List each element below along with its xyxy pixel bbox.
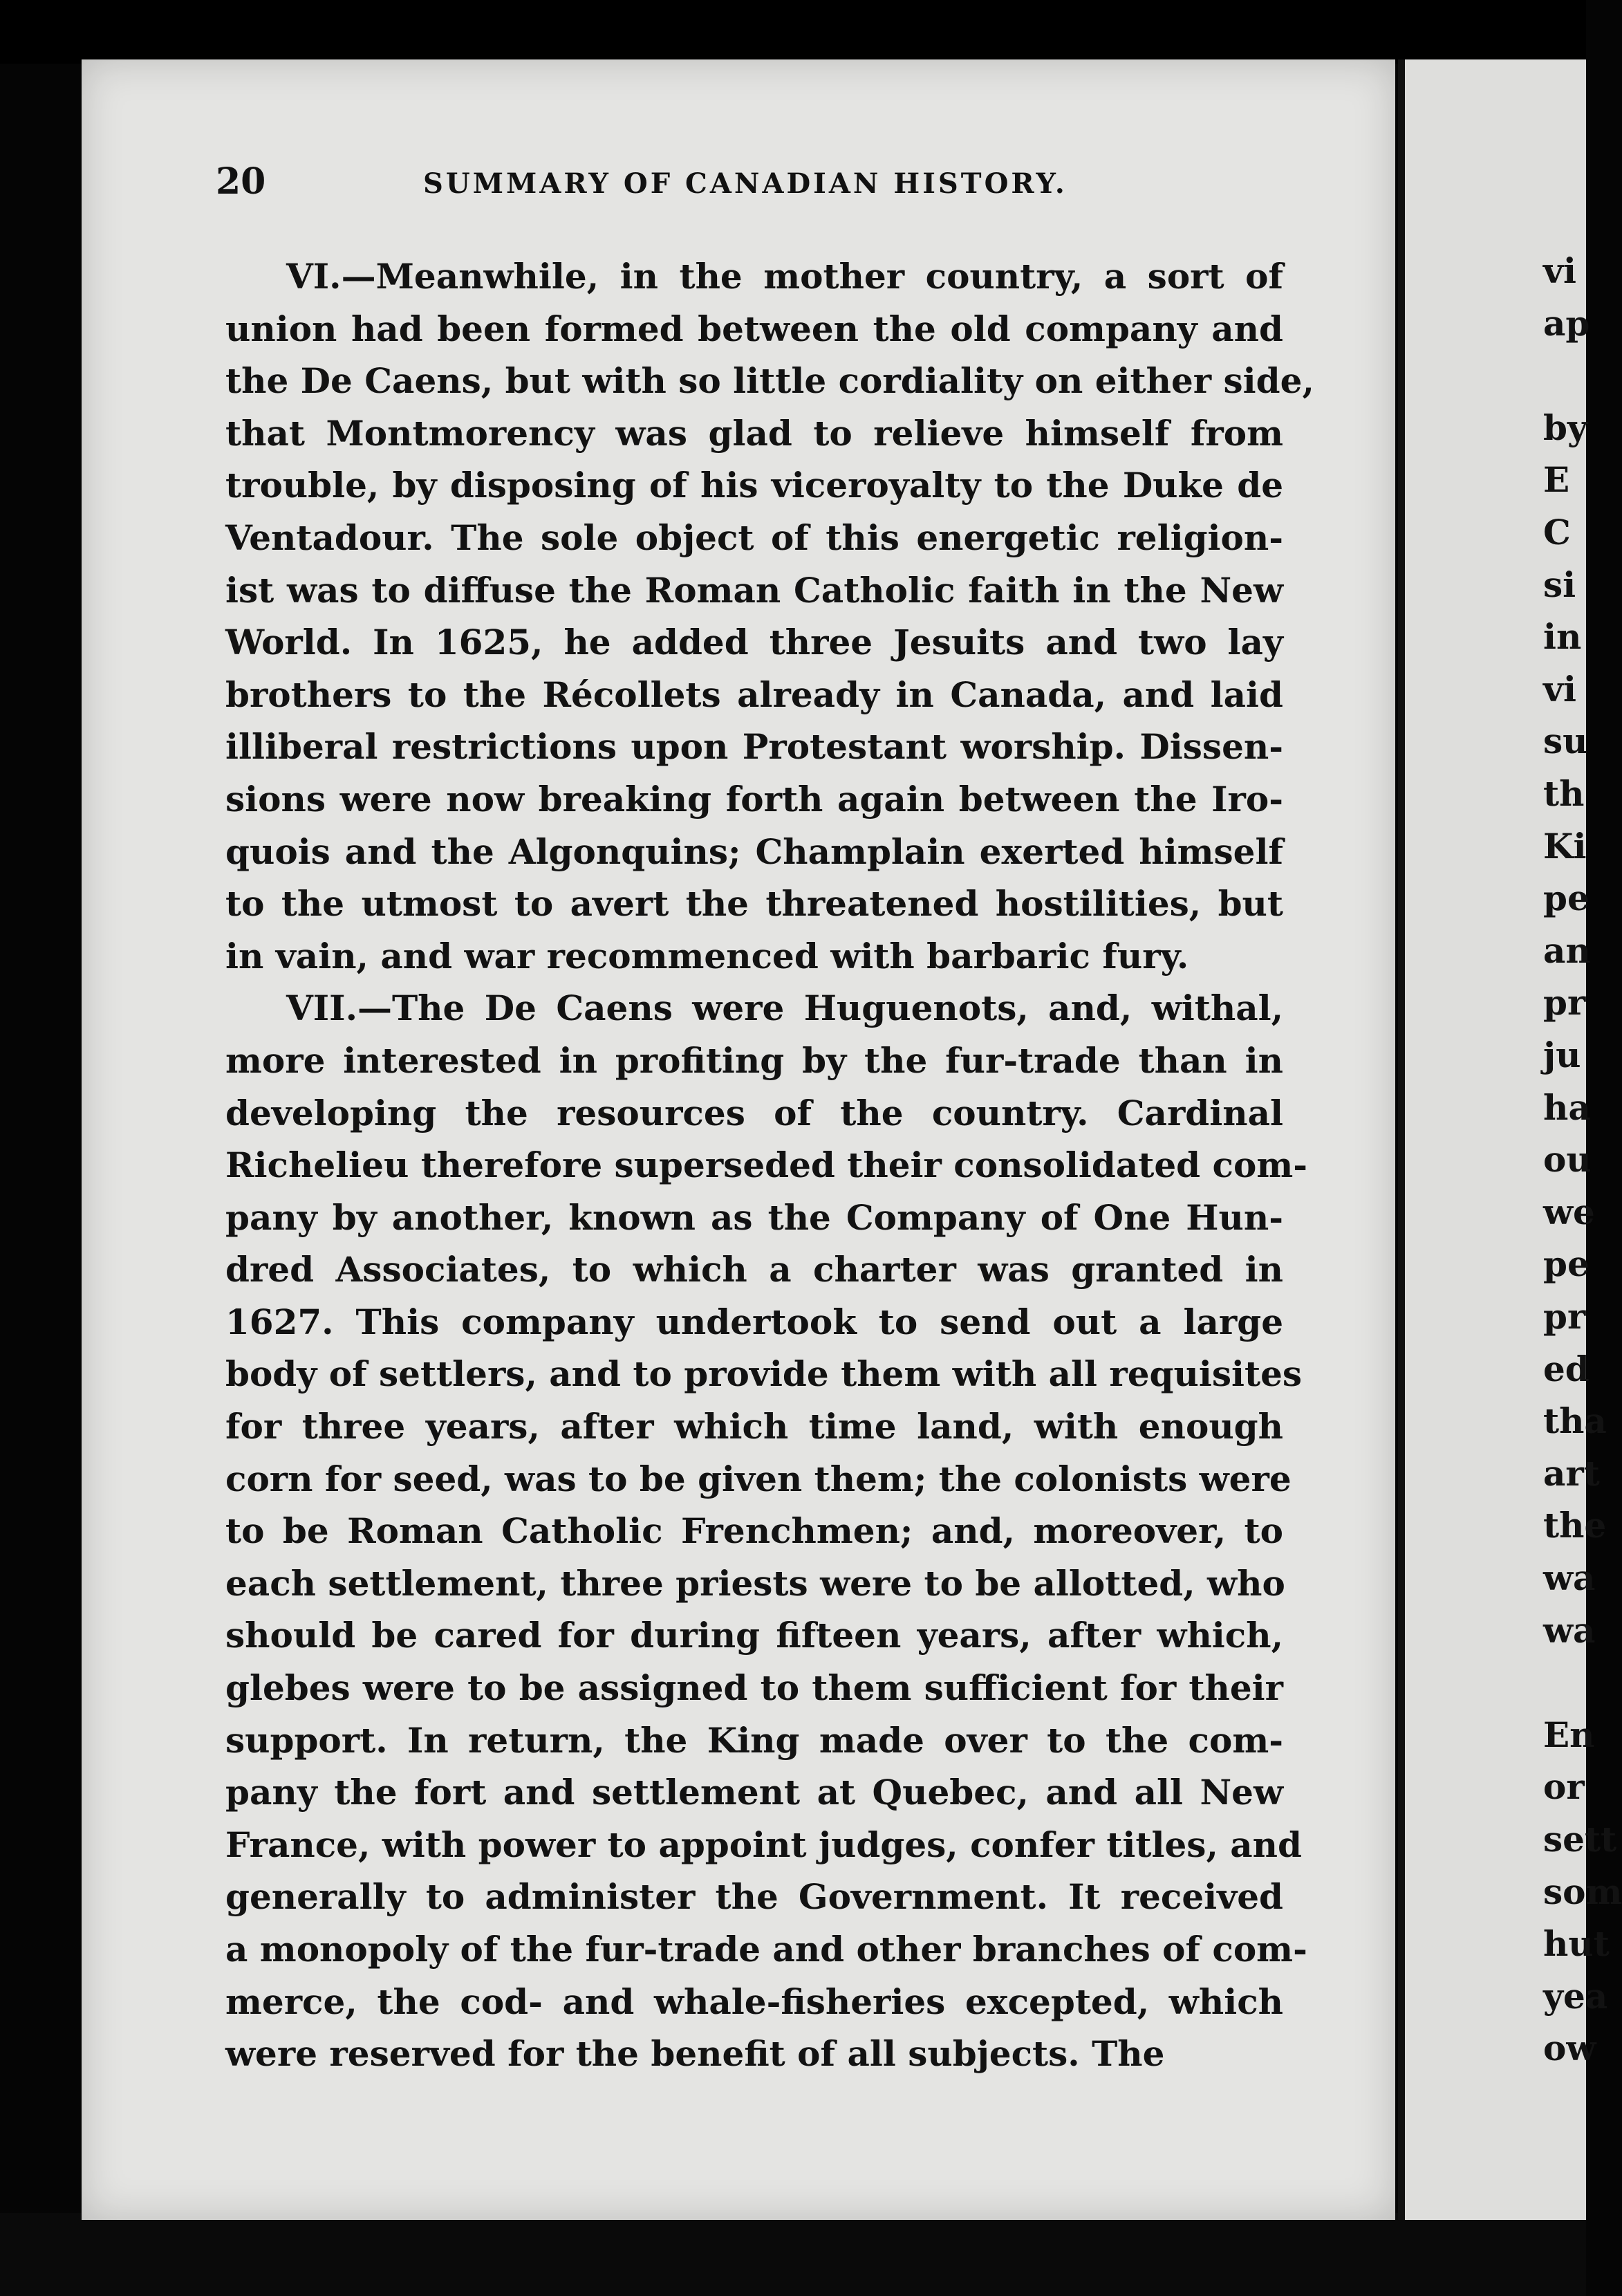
text-line: France, with power to appoint judges, confer titles, and: [225, 1824, 1302, 1865]
text-line: the De Caens, but with so little cordiality on either side,: [225, 360, 1314, 402]
text-line: brothers to the Récollets already in Canada, and laid: [225, 674, 1283, 715]
text-line: to be Roman Catholic Frenchmen; and, moreover, to: [225, 1510, 1283, 1552]
facing-page-fragment: an: [1543, 929, 1591, 971]
text-line: should be cared for during fifteen years, after which,: [225, 1615, 1283, 1656]
text-line: in vain, and war recommenced with barbaric fury.: [225, 935, 1189, 976]
facing-page-fragment: pr: [1543, 1296, 1586, 1337]
text-line: ist was to diffuse the Roman Catholic faith in the New: [225, 569, 1283, 611]
facing-page-fragment: ed: [1543, 1348, 1590, 1389]
text-line: body of settlers, and to provide them with all requisites: [225, 1353, 1303, 1395]
running-title: SUMMARY OF CANADIAN HISTORY.: [423, 167, 1068, 200]
facing-page-fragment: si: [1543, 564, 1576, 605]
text-line: support. In return, the King made over to the com-: [225, 1719, 1283, 1761]
text-line: corn for seed, was to be given them; the colonists were: [225, 1458, 1292, 1499]
facing-page-fragment: ow: [1543, 2028, 1596, 2069]
text-line: World. In 1625, he added three Jesuits and two lay: [225, 622, 1283, 663]
facing-page-fragment: th: [1543, 773, 1585, 814]
text-line: union had been formed between the old company and: [225, 308, 1283, 349]
text-line: Richelieu therefore superseded their consolidated com-: [225, 1145, 1307, 1186]
facing-page-fragment: su: [1543, 721, 1588, 762]
facing-page-fragment: Ki: [1543, 825, 1587, 867]
page-number: 20: [216, 160, 266, 203]
facing-page-fragment: C: [1543, 512, 1571, 553]
facing-page-fragment: pe: [1543, 878, 1590, 919]
text-line: pany the fort and settlement at Quebec, and all New: [225, 1772, 1283, 1813]
text-line: developing the resources of the country. Cardinal: [225, 1092, 1283, 1133]
facing-page-fragment: ap: [1543, 302, 1590, 344]
facing-page-fragment: wa: [1543, 1609, 1596, 1651]
facing-page-fragment: in: [1543, 616, 1582, 658]
facing-page-fragment: ju: [1543, 1035, 1581, 1075]
facing-page-fragment: pe: [1543, 1243, 1590, 1285]
text-line: glebes were to be assigned to them sufficient for their: [225, 1667, 1283, 1709]
facing-page-fragment: En: [1543, 1714, 1595, 1755]
facing-page-fragment: we: [1543, 1191, 1595, 1232]
text-line: to the utmost to avert the threatened hostilities, but: [225, 883, 1283, 925]
text-line: generally to administer the Government. It received: [225, 1876, 1283, 1918]
facing-page-fragment: sett: [1543, 1819, 1617, 1860]
facing-page-fragment: E: [1543, 459, 1570, 501]
book-gutter: [1398, 59, 1405, 2220]
facing-page-fragment: ha: [1543, 1086, 1591, 1128]
text-line: each settlement, three priests were to be allotted, who: [225, 1562, 1285, 1604]
scan-border-top: [0, 0, 1586, 64]
text-line: trouble, by disposing of his viceroyalty to the Duke de: [225, 465, 1283, 506]
facing-page-fragment: ou: [1543, 1139, 1592, 1181]
facing-page-fragment: wa: [1543, 1557, 1596, 1598]
scan-border-bottom: [0, 2213, 1586, 2296]
text-line: merce, the cod- and whale-fisheries excepted, which: [225, 1981, 1283, 2022]
text-line: 1627. This company undertook to send out a large: [225, 1301, 1283, 1342]
facing-page-fragment: yea: [1543, 1975, 1608, 2017]
text-line: VII.—The De Caens were Huguenots, and, withal,: [286, 988, 1283, 1029]
facing-page-fragment: pr: [1543, 982, 1586, 1024]
facing-page-fragment: the: [1543, 1505, 1607, 1546]
facing-page-fragment: tha: [1543, 1400, 1607, 1442]
text-line: sions were now breaking forth again between the Iro-: [225, 778, 1283, 820]
facing-page-fragment: or: [1543, 1766, 1585, 1808]
facing-page-fragment: som: [1543, 1871, 1622, 1912]
text-line: VI.—Meanwhile, in the mother country, a sort of: [286, 256, 1283, 297]
running-header: [216, 160, 1280, 209]
text-line: quois and the Algonquins; Champlain exerted himself: [225, 831, 1283, 872]
facing-page-fragment: art: [1543, 1452, 1600, 1494]
text-line: Ventadour. The sole object of this energetic religion-: [225, 517, 1283, 558]
text-line: pany by another, known as the Company of One Hun-: [225, 1196, 1283, 1238]
text-line: illiberal restrictions upon Protestant worship. Dissen-: [225, 726, 1283, 768]
facing-page-fragment: hut: [1543, 1923, 1610, 1965]
text-line: that Montmorency was glad to relieve himself from: [225, 412, 1283, 454]
facing-page-fragment: vi: [1543, 250, 1577, 291]
body-text: [225, 250, 1314, 2080]
facing-page-fragment: by: [1543, 407, 1588, 448]
text-line: more interested in profiting by the fur-trade than in: [225, 1039, 1283, 1081]
text-line: a monopoly of the fur-trade and other branches of com-: [225, 1929, 1307, 1970]
text-line: for three years, after which time land, with enough: [225, 1406, 1283, 1447]
text-line: were reserved for the benefit of all subjects. The: [225, 2033, 1165, 2075]
facing-page-fragment: vi: [1543, 668, 1577, 710]
text-line: dred Associates, to which a charter was granted in: [225, 1249, 1283, 1290]
